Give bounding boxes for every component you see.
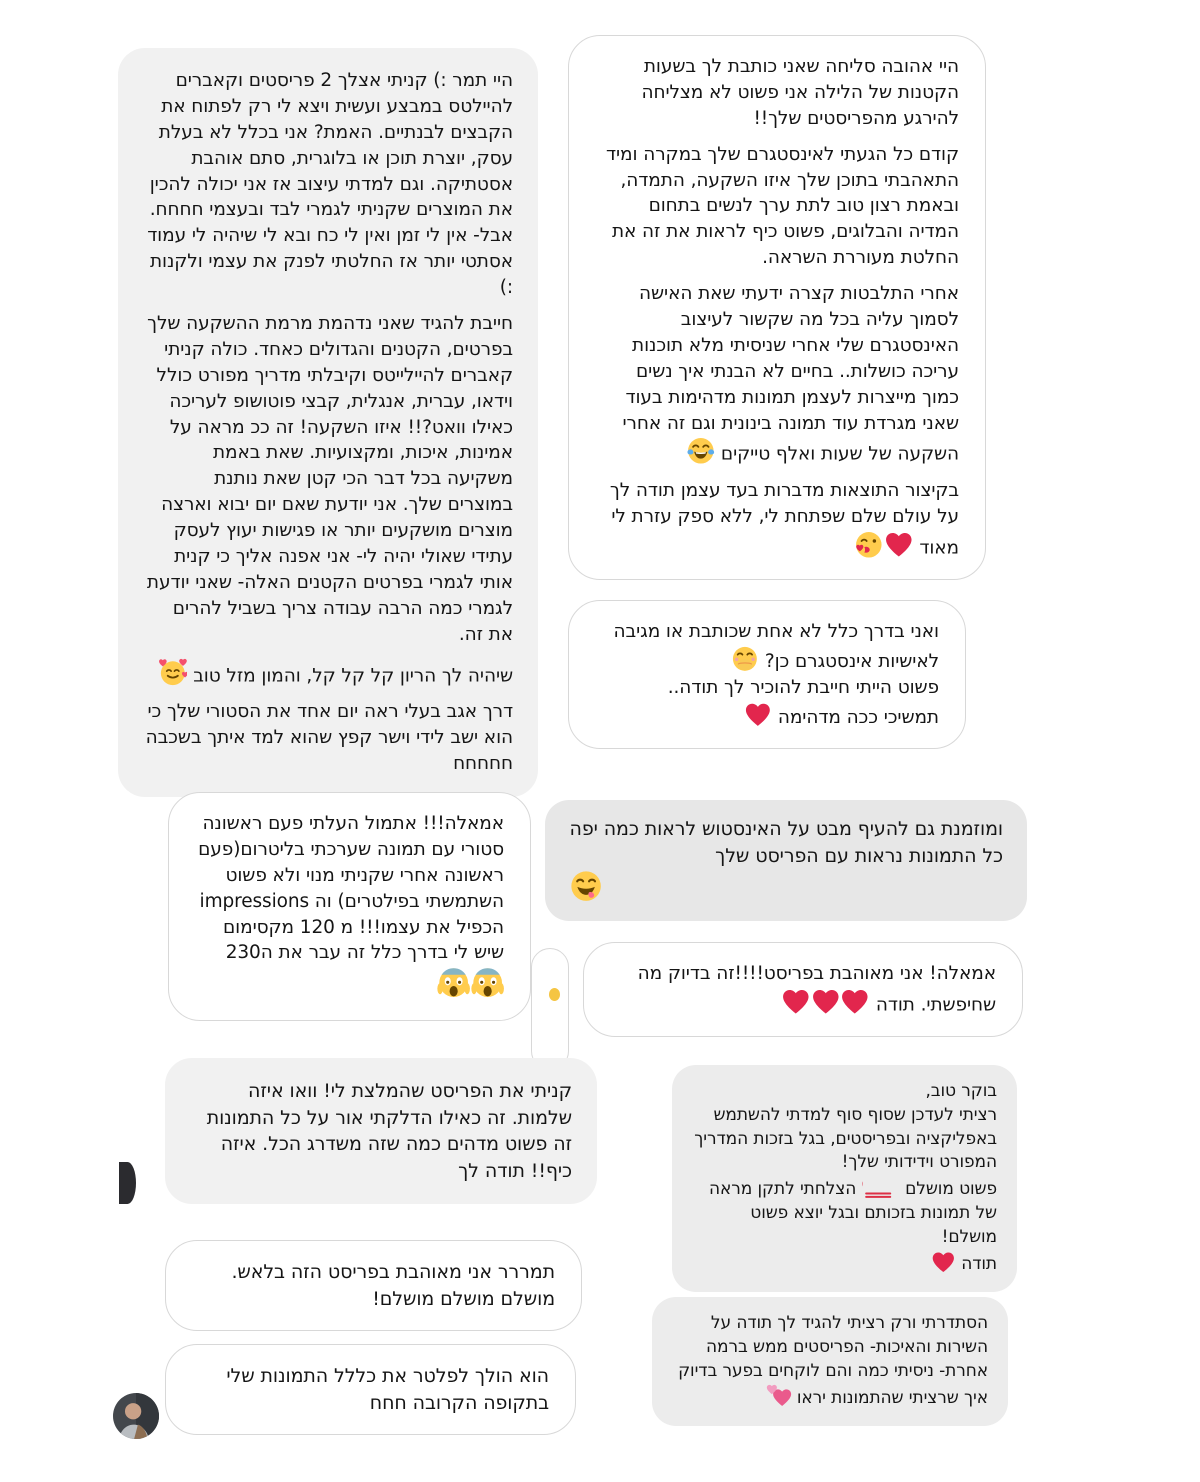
chat-bubble-left-4[interactable] — [165, 1240, 582, 1331]
message-paragraph: שיהיה לך הריון קל קל קל, והמון מזל טוב — [143, 658, 513, 690]
message-paragraph: תמררר אני מאוהבת בפריסט הזה בלאש. מושלם מושלם מושלם! — [231, 1261, 555, 1310]
cropped-emoji-fragment — [549, 988, 560, 1001]
message-paragraph: בקיצור התוצאות מדברות בעד עצמן תודה לך על עולם שלם שפתחת לי, ללא ספק עזרת לי מאוד — [609, 480, 959, 559]
message-paragraph: אמאלה!!! אתמול העלתי פעם ראשונה סטורי עם תמונה שערכתי בליטרום(פעם ראשונה אחרי שקניתי מנוי ולא פשוט השתמשתי בפילטרים) וה impressions הכפיל את עצמו!!! מ 120 מקסימום שיש לי בדרך כלל זה עבר את ה230 — [195, 811, 504, 1002]
message-paragraph: אמאלה! אני מאוהבת בפריסט!!!!זה בדיוק מה שחיפשתי. תודה — [637, 963, 996, 1016]
emoji-face-blowing-kiss — [854, 530, 884, 560]
message-paragraph: ומוזמנת גם להעיף מבט על האינסטוש לראות כמה יפה כל התמונות נראות עם הפריסט שלך — [569, 818, 1003, 867]
emoji-red-heart — [884, 530, 914, 560]
chat-bubble-right-2[interactable] — [568, 600, 966, 749]
chat-bubble-left-3[interactable] — [165, 1058, 597, 1204]
message-paragraph: קניתי את הפריסט שהמלצת לי! וואו איזה שלמות. זה כאילו הדלקתי אור על כל התמונות זה פשוט מדהים כמה שזה משדרג הכל. איזה כיף!! תודה לך — [206, 1080, 572, 1182]
message-paragraph: פשוט הייתי חייבת להוכיר לך תודה.. — [667, 676, 939, 698]
message-paragraph: חייבת להגיד שאני נדהמת מרמת ההשקעה שלך בפרטים, הקטנים והגדולים כאחד. כולה קניתי קאברים להיילייטס וקיבלתי מדריך מפורט כולל וידאו, עברית, אנגלית, קבצי פוטושופ לעריכה כאילו וואט?!! איזו השקעה! זה ככ מראה על אמינות, איכות, ומקצועיות. שאת באמת משקיעה בכל דבר הכי קטן שאת נותנת במוצרים שלך. אני יודעת שאם יום יבוא וארצה מוצרים מושקעים יותר או פגישות יעוץ לעסק עתידי שאולי יהיה לי- אני אפנה אליך כי קנית אותי לגמרי בפרטים הקטנים האלה- שאני יודעת לגמרי כמה הרבה עבודה צריך בשביל להרים את זה. — [146, 313, 513, 645]
emoji-red-heart — [781, 987, 811, 1017]
cropped-avatar-fragment — [119, 1162, 136, 1204]
emoji-red-heart — [811, 987, 841, 1017]
emoji-face-with-hand-over-mouth — [731, 645, 759, 673]
message-paragraph — [569, 869, 1003, 905]
message-paragraph: פשוט מושלם הצלחתי לתקן מראה של תמונות בזכותם ובגל יוצא פשוט מושלם! — [692, 1175, 997, 1250]
message-paragraph: קודם כל הגעתי לאינסטגרם שלך במקרה ומיד התאהבתי בתוכן שלך איזו השקעה, התמדה, ובאמת רצון טוב לתת ערך לנשים בתחום המדיה והבלוגים, פשוט כיף לראות את זה את החלטת מעוררת השראה. — [606, 143, 959, 269]
cropped-bubble-fragment — [531, 948, 569, 1070]
message-paragraph: תודה — [692, 1250, 997, 1277]
emoji-red-heart — [931, 1250, 956, 1275]
message-paragraph: ואני בדרך כלל לא אחת שכותבת או מגיבה לאישיות אינסטגרם כן? — [613, 621, 939, 672]
sender-avatar[interactable] — [113, 1393, 159, 1439]
chat-bubble-left-5[interactable] — [165, 1344, 576, 1435]
chat-bubble-left-1[interactable] — [118, 48, 538, 797]
message-paragraph: היי אהובה סליחה שאני כותבת לך בשעות הקטנות של הלילה אני פשוט לא מצליחה להירגע מהפריסטים שלך!! — [641, 56, 959, 129]
chat-bubble-left-2[interactable] — [168, 792, 531, 1021]
message-paragraph: אחרי התלבטות קצרה ידעתי שאת האישה לסמוך עליה בכל מה שקשור לעיצוב האינסטגרם שלי אחרי שניסיתי מלא תוכנות עריכה כושלות.. בחיים לא הבנתי איך נשים כמוך מייצרות לעצמן תמונות מדהימות בעוד שאני מגרדת עוד תמונה בינונית וגם זה אחרי השקעה של שעות ואלף טייקים — [622, 283, 959, 466]
message-paragraph: רציתי לעדכן שסוף סוף למדתי להשתמש באפליקציה ובפריסטים, בגל בזכות המדריך המפורט וידידותי שלך! — [694, 1104, 997, 1173]
emoji-red-heart — [840, 987, 870, 1017]
emoji-smiling-face-with-hearts — [158, 658, 188, 688]
svg-text:100 — [862, 1179, 863, 1194]
message-paragraph: הוא הולך לפלטר את כללל התמונות שלי בתקופה הקרובה חחח — [226, 1365, 549, 1414]
message-paragraph: היי תמר :) קניתי אצלך 2 פריסטים וקאברים להיילטס במבצע ועשית ויצא לי רק לפתוח את הקבצים לבנתיים. האמת? אני בכלל לא בעלת עסק, יוצרת תוכן או בלוגרית, סתם אוהבת אסטתיקה. וגם למדתי עיצוב אז אני יכולה להכין את המוצרים שקניתי לגמרי לבד ובעצמי חחחח. אבל- אין לי זמן ואין לי כח ובא לי שיהיה לי עמוד אסתטי יותר אז החלטתי לפנק את עצמי ולקנות :) — [147, 70, 513, 299]
emoji-face-savoring-food — [569, 869, 603, 903]
chat-bubble-right-4[interactable] — [583, 942, 1023, 1037]
chat-bubble-right-5[interactable] — [672, 1065, 1017, 1292]
emoji-face-screaming-in-fear — [437, 966, 470, 999]
emoji-two-hearts — [766, 1383, 792, 1409]
emoji-red-heart — [744, 701, 772, 729]
emoji-face-screaming-in-fear — [471, 966, 504, 999]
message-paragraph: הסתדרתי ורק רציתי להגיד לך תודה על השירות והאיכות- הפריסטים ממש ברמה אחרת- ניסיתי כמה והם לוקחים בפער בדיוק איך שרציתי שהתמונות יראו — [678, 1313, 988, 1409]
chat-bubble-right-6[interactable] — [652, 1297, 1008, 1426]
chat-bubble-right-3[interactable] — [545, 800, 1027, 921]
message-paragraph: תמשיכי ככה מדהימה — [595, 701, 939, 731]
message-paragraph: בוקר טוב, — [925, 1081, 997, 1101]
emoji-hundred-points — [862, 1175, 900, 1200]
chat-bubble-right-1[interactable] — [568, 35, 986, 580]
message-paragraph: דרך אגב בעלי ראה יום אחד את הסטורי שלך כי הוא ישב לידי וישר קפץ שהוא למד איתך בשכבה חחחחח — [145, 701, 513, 774]
emoji-face-with-tears-of-joy — [686, 436, 716, 466]
